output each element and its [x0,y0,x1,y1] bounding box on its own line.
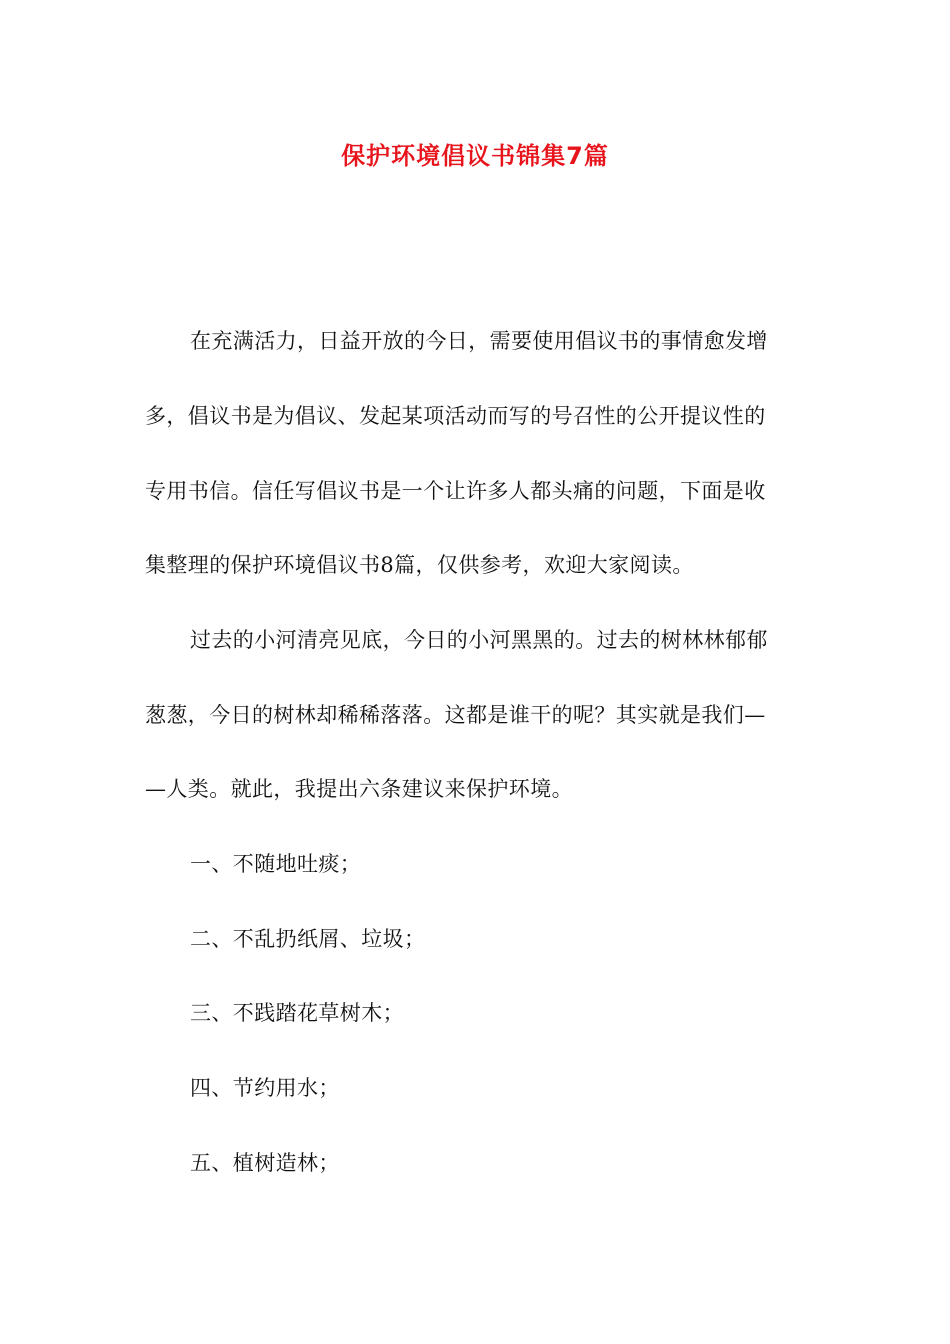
paragraph-line: 集整理的保护环境倡议书8篇，仅供参考，欢迎大家阅读。 [145,553,694,577]
list-item: 三、不践踏花草树木； [190,1001,404,1025]
paragraph-line: 专用书信。信任写倡议书是一个让许多人都头痛的问题，下面是收 [145,479,766,503]
list-item: 五、植树造林； [190,1151,340,1175]
paragraph-line: 葱葱，今日的树林却稀稀落落。这都是谁干的呢？其实就是我们— [145,703,766,727]
list-item: 二、不乱扔纸屑、垃圾； [190,927,426,951]
list-item: 四、节约用水； [190,1076,340,1100]
paragraph-line: 过去的小河清亮见底，今日的小河黑黑的。过去的树林林郁郁 [190,628,768,652]
list-item: 一、不随地吐痰； [190,852,362,876]
paragraph-line: 在充满活力，日益开放的今日，需要使用倡议书的事情愈发增 [190,329,768,353]
paragraph-line: 多，倡议书是为倡议、发起某项活动而写的号召性的公开提议性的 [145,404,766,428]
document-title: 保护环境倡议书锦集7篇 [341,142,609,170]
paragraph-line: —人类。就此，我提出六条建议来保护环境。 [145,777,573,801]
